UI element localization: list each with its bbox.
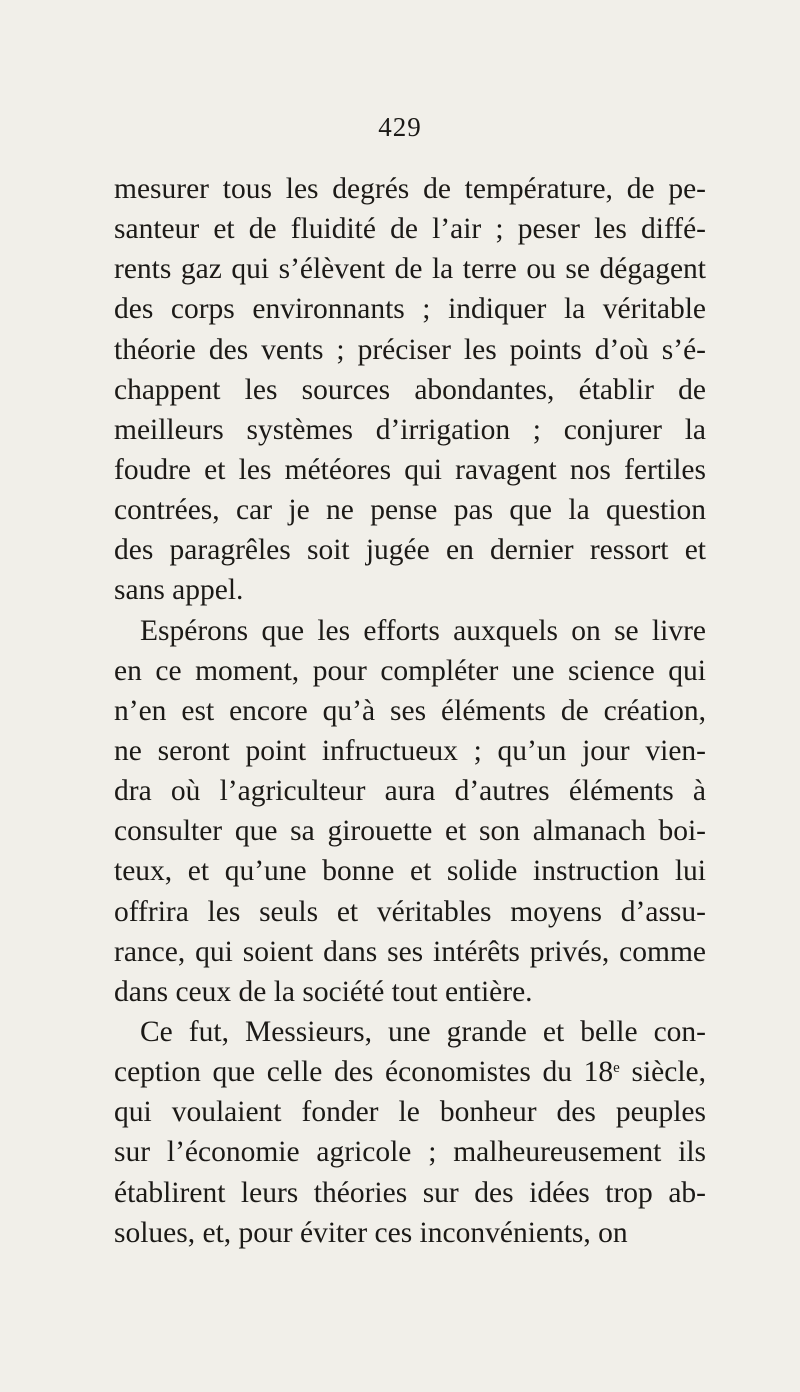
text-line: contrées, car je ne pense pas que la question [114, 494, 706, 527]
page-number: 429 [378, 112, 422, 142]
text-line: chappent les sources abondantes, établir de [114, 373, 706, 406]
text-line: théorie des vents ; préciser les points d’où s’é- [114, 333, 706, 366]
text-line: des paragrêles soit jugée en dernier ressort et [114, 534, 706, 567]
text-line: des corps environnants ; indiquer la véritable [114, 293, 706, 326]
superscript: e [613, 1060, 620, 1077]
text-line: en ce moment, pour compléter une science qui [114, 654, 706, 687]
text-line: meilleurs systèmes d’irrigation ; conjurer la [114, 413, 706, 446]
text-line: rance, qui soient dans ses intérêts privés, comme [114, 935, 706, 968]
text-line: dans ceux de la société tout entière. [114, 975, 533, 1008]
text-line: consulter que sa girouette et son almanach boi- [114, 815, 706, 848]
text-line: solues, et, pour éviter ces inconvénients, on [114, 1216, 628, 1249]
body-text [114, 169, 706, 1253]
text-line: ne seront point infructueux ; qu’un jour vien- [114, 734, 706, 767]
text-line: n’en est encore qu’à ses éléments de création, [114, 694, 706, 727]
text-line: sans appel. [114, 574, 244, 607]
text-line: mesurer tous les degrés de température, de pe- [114, 173, 706, 205]
text-line: qui voulaient fonder le bonheur des peuples [114, 1096, 706, 1129]
text-line: Espérons que les efforts auxquels on se livre [140, 614, 706, 647]
text-line: santeur et de fluidité de l’air ; peser les diffé- [114, 213, 706, 246]
text-line: sur l’économie agricole ; malheureusement ils [114, 1136, 706, 1169]
text-line: rents gaz qui s’élèvent de la terre ou se dégagent [114, 253, 706, 286]
text-line: teux, et qu’une bonne et solide instruction lui [114, 855, 706, 888]
text-line: offrira les seuls et véritables moyens d’assu- [114, 895, 706, 928]
text-line: établirent leurs théories sur des idées trop ab- [114, 1176, 706, 1209]
text-line: Ce fut, Messieurs, une grande et belle con- [140, 1015, 706, 1048]
text-line: foudre et les météores qui ravagent nos fertiles [114, 453, 706, 486]
text-line: dra où l’agriculteur aura d’autres éléments à [114, 775, 706, 808]
text-line: ception que celle des économistes du 18e siècle, [114, 1056, 707, 1089]
